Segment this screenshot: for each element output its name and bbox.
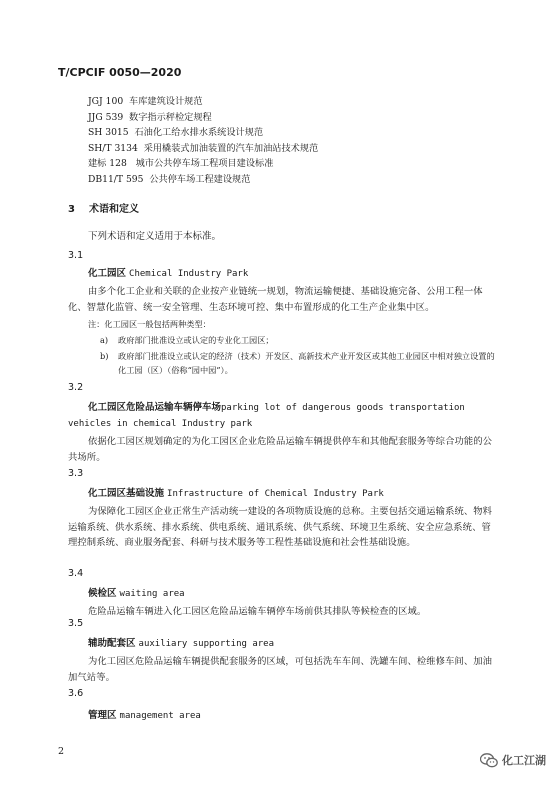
reference-code: DB11/T 595 [88, 173, 144, 185]
term-heading [68, 708, 500, 724]
reference-code: JGJ 100 [88, 96, 124, 107]
reference-title: 石油化工给水排水系统设计规范 [134, 127, 264, 138]
clause-number: 3.6 [68, 688, 84, 699]
term-english: Infrastructure of Chemical Industry Park [167, 489, 384, 499]
reference-item [88, 141, 318, 157]
reference-title: 数字指示秤检定规程 [129, 111, 212, 123]
clause-block [68, 400, 500, 465]
note-text: 政府部门批准设立或认定的专业化工园区； [118, 335, 274, 345]
reference-item [88, 172, 318, 188]
reference-code: JJG 539 [88, 111, 124, 123]
section-number: 3 [68, 204, 75, 215]
clause-number: 3.5 [68, 618, 84, 629]
wechat-icon [480, 753, 498, 768]
note-marker: a) [100, 335, 109, 345]
section-title: 术语和定义 [88, 204, 139, 215]
reference-item [88, 156, 318, 172]
term-definition: 由多个化工企业和关联的企业按产业链统一规划，物流运输便捷、基础设施完备、公用工程一体化、智慧化监管、统一安全管理、生态环境可控、集中布置形成的化工生产企业集中区。 [68, 286, 483, 313]
page-number: 2 [58, 746, 65, 757]
section-heading [68, 200, 139, 215]
reference-code: 建标 128 [88, 158, 127, 169]
term-heading [68, 586, 500, 602]
clause-block [68, 708, 500, 724]
reference-title: 车库建筑设计规范 [129, 96, 203, 107]
clause-block [68, 636, 500, 685]
clause-number: 3.3 [68, 468, 84, 479]
term-heading [68, 266, 500, 282]
clause-number: 3.2 [68, 382, 84, 393]
section-intro: 下列术语和定义适用于本标准。 [88, 231, 222, 242]
term-definition: 危险品运输车辆进入化工园区危险品运输车辆停车场前供其排队等候检查的区域。 [88, 606, 427, 617]
term-english: parking lot of dangerous goods transportation vehicles in chemical Industry park [68, 403, 465, 429]
normative-references-list [88, 94, 318, 187]
watermark-text: 化工江湖 [502, 754, 546, 767]
term-definition: 为保障化工园区企业正常生产活动统一建设的各项物质设施的总称。主要包括交通运输系统、物料运输系统、供水系统、排水系统、供电系统、通讯系统、供气系统、环境卫生系统、安全应急系统、管理控制系统、商业服务配套、科研与技术服务等工程性基础设施和社会性基础设施。 [68, 506, 493, 548]
term-chinese: 化工园区危险品运输车辆停车场 [88, 402, 222, 413]
reference-item [88, 94, 318, 110]
reference-item [88, 125, 318, 141]
watermark [480, 752, 546, 768]
term-heading [68, 486, 500, 502]
clause-block [68, 586, 500, 620]
clause-number: 3.1 [68, 250, 84, 261]
note-label: 注：化工园区一般包括两种类型： [88, 319, 211, 329]
note-item [100, 333, 500, 347]
term-english: management area [119, 711, 201, 721]
term-english: waiting area [119, 589, 185, 599]
term-chinese: 辅助配套区 [88, 638, 136, 649]
term-definition: 为化工园区危险品运输车辆提供配套服务的区域，可包括洗车车间、洗罐车间、检维修车间、加油加气站等。 [68, 656, 493, 683]
term-definition: 依据化工园区规划确定的为化工园区企业危险品运输车辆提供停车和其他配套服务等综合功能的公共场所。 [68, 436, 493, 463]
reference-code: SH/T 3134 [88, 142, 138, 154]
reference-code: SH 3015 [88, 127, 129, 138]
note-item [100, 349, 500, 377]
term-english: Chemical Industry Park [129, 269, 249, 279]
term-chinese: 化工园区基础设施 [88, 488, 165, 499]
reference-title: 公共停车场工程建设规范 [149, 173, 251, 185]
term-heading [68, 636, 500, 652]
reference-title: 采用橇装式加油装置的汽车加油站技术规范 [143, 142, 319, 154]
term-chinese: 候检区 [88, 588, 117, 599]
clause-block [68, 266, 500, 377]
standard-code: T/CPCIF 0050—2020 [58, 66, 182, 79]
note-text: 政府部门批准设立或认定的经济（技术）开发区、高新技术产业开发区或其他工业园区中相对独立设置的化工园（区）（俗称“园中园”）。 [118, 351, 495, 375]
term-english: auxiliary supporting area [138, 639, 275, 649]
term-chinese: 化工园区 [88, 268, 127, 279]
reference-item [88, 110, 318, 126]
reference-title: 城市公共停车场工程项目建设标准 [135, 158, 274, 169]
term-heading [68, 400, 500, 432]
clause-block [68, 486, 500, 551]
term-chinese: 管理区 [88, 710, 117, 721]
clause-number: 3.4 [68, 568, 84, 579]
note-marker: b) [100, 351, 109, 361]
